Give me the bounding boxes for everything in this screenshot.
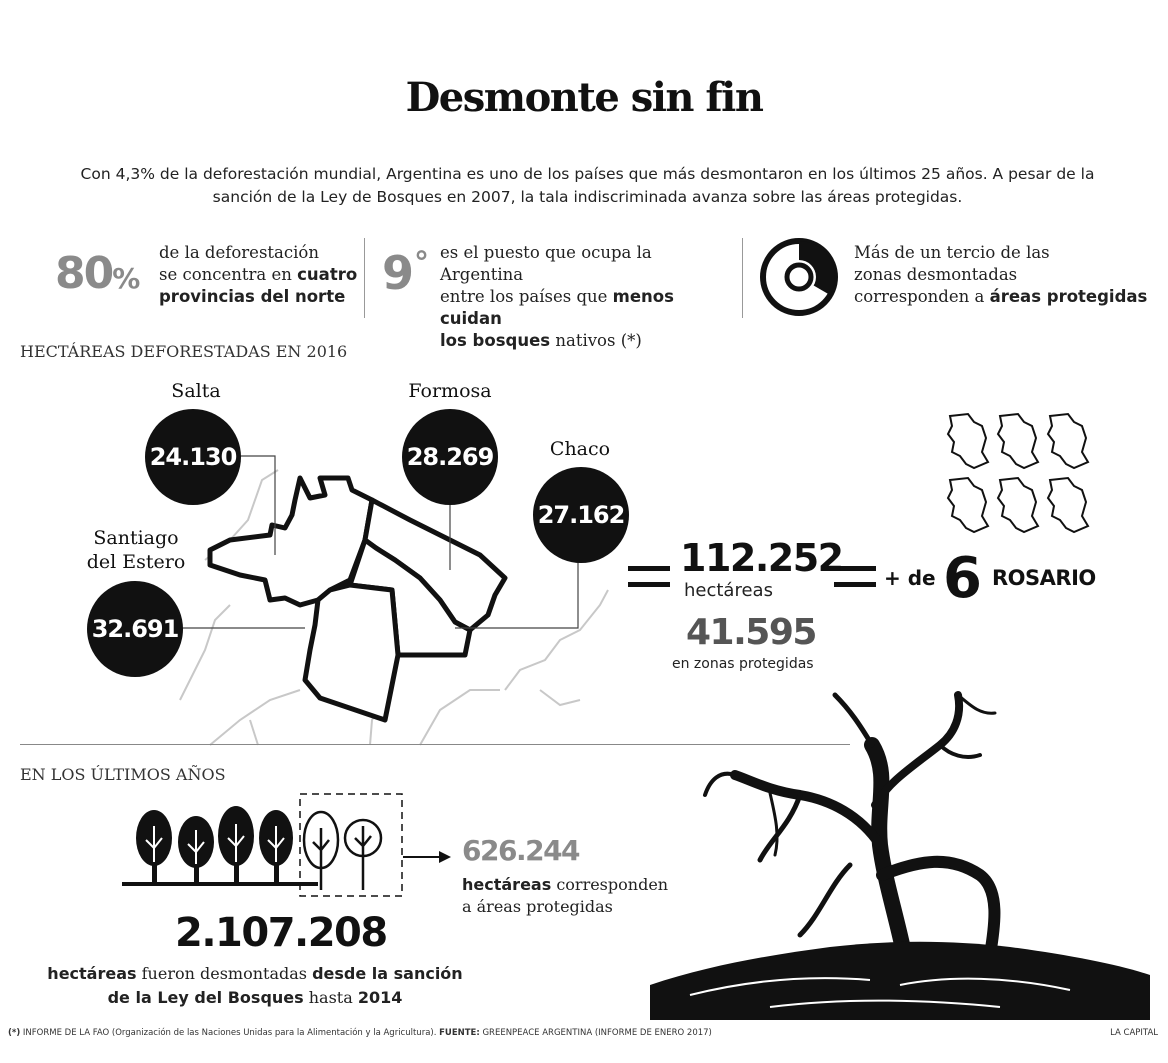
footer-asterisk: (*) bbox=[8, 1028, 21, 1038]
stat-line: nativos (*) bbox=[550, 331, 642, 350]
stat-number: 9 bbox=[382, 246, 415, 300]
stat-bold: áreas protegidas bbox=[989, 287, 1148, 306]
total-unit: hectáreas bbox=[684, 580, 773, 601]
recent-bold: hectáreas bbox=[47, 964, 137, 983]
section-heading: EN LOS ÚLTIMOS AÑOS bbox=[20, 765, 226, 784]
equals-icon bbox=[628, 566, 670, 590]
province-name: Chaco bbox=[549, 438, 611, 460]
footer-fao-text: (Organización de las Naciones Unidas para la Alimentación y la Agricultura). bbox=[109, 1028, 440, 1038]
trees-icon bbox=[118, 790, 408, 900]
arrow-right-icon bbox=[403, 848, 453, 866]
protected-label: en zonas protegidas bbox=[672, 656, 814, 672]
stat-bold: cuatro bbox=[297, 265, 358, 284]
recent-bold: 2014 bbox=[357, 988, 403, 1007]
stat-line: zonas desmontadas bbox=[854, 265, 1018, 284]
stat-line: entre los países que bbox=[440, 287, 613, 306]
province-value bbox=[402, 409, 498, 505]
rosario-icons bbox=[944, 412, 1104, 537]
province-value bbox=[533, 467, 629, 563]
intro-text: Con 4,3% de la deforestación mundial, Argentina es uno de los países que más desmontaron en los últimos 25 años. A pesar de la sanción de la Ley de Bosques en 2007, la tala indiscriminada avanza sobre las áreas protegidas. bbox=[80, 165, 1095, 206]
stat-line: se concentra en bbox=[159, 265, 298, 284]
stat-line: Más de un tercio de las bbox=[854, 243, 1050, 262]
province-value-text: 27.162 bbox=[537, 501, 625, 529]
footer-note bbox=[8, 1028, 712, 1038]
total-value: 112.252 bbox=[680, 536, 843, 580]
page-title: Desmonte sin fin bbox=[405, 74, 763, 121]
stat-line: es el puesto que ocupa la Argentina bbox=[440, 243, 652, 284]
recent-bold: desde la sanción bbox=[312, 964, 463, 983]
footer-credit: LA CAPITAL bbox=[1110, 1028, 1158, 1038]
stat-line: corresponden a bbox=[854, 287, 990, 306]
footer-source-label: FUENTE: bbox=[439, 1028, 480, 1038]
stat-line: de la deforestación bbox=[159, 243, 319, 262]
recent-bold: hectáreas bbox=[462, 875, 552, 894]
protected-value: 41.595 bbox=[686, 612, 816, 653]
recent-text: a áreas protegidas bbox=[462, 897, 613, 916]
province-name: Salta bbox=[171, 380, 221, 402]
stat-bold: los bosques bbox=[440, 331, 551, 350]
recent-text: hasta bbox=[303, 988, 358, 1007]
recent-bold: de la Ley del Bosques bbox=[107, 988, 304, 1007]
stat-unit: % bbox=[112, 262, 139, 295]
footer-source: GREENPEACE ARGENTINA (INFORME DE ENERO 2017) bbox=[479, 1028, 712, 1038]
dead-tree-illustration bbox=[650, 685, 1150, 1020]
section-heading: HECTÁREAS DEFORESTADAS EN 2016 bbox=[20, 342, 348, 361]
stat-bold: menos cuidan bbox=[440, 287, 674, 328]
province-value bbox=[145, 409, 241, 505]
footer-fao: INFORME DE LA FAO bbox=[22, 1028, 110, 1038]
comparison-prefix: + de bbox=[884, 566, 936, 590]
comparison-count: 6 bbox=[943, 546, 981, 611]
stat-bold: provincias del norte bbox=[159, 287, 346, 306]
province-name: Santiago del Estero bbox=[86, 527, 186, 573]
recent-total-value: 2.107.208 bbox=[175, 910, 387, 956]
stat-number: 80 bbox=[55, 248, 113, 299]
recent-text: fueron desmontadas bbox=[136, 964, 313, 983]
stat-unit: ° bbox=[414, 246, 430, 281]
comparison-city: ROSARIO bbox=[992, 566, 1096, 590]
province-name: Formosa bbox=[408, 380, 492, 402]
recent-text: corresponden bbox=[551, 875, 669, 894]
province-value-text: 28.269 bbox=[406, 443, 494, 471]
province-value bbox=[87, 581, 183, 677]
recent-protected-value: 626.244 bbox=[462, 834, 580, 867]
province-value-text: 32.691 bbox=[91, 615, 179, 643]
province-value-text: 24.130 bbox=[149, 443, 237, 471]
